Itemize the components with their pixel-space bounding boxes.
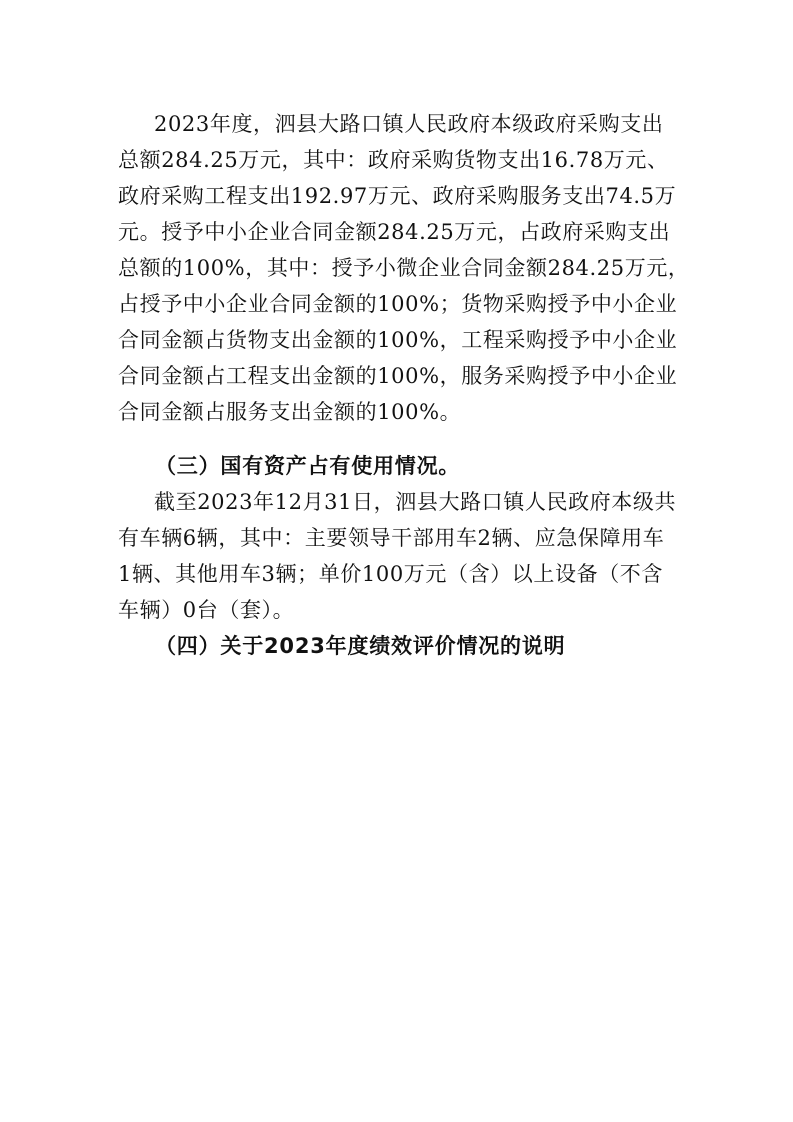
paragraph-procurement-line: 总额的100%，其中：授予小微企业合同金额284.25万元， [118, 256, 690, 280]
paragraph-procurement-line: 2023年度，泗县大路口镇人民政府本级政府采购支出 [154, 112, 664, 136]
paragraph-procurement-line: 合同金额占服务支出金额的100%。 [118, 400, 462, 424]
paragraph-assets-line: 车辆）0台（套）。 [118, 598, 295, 622]
paragraph-assets-line: 有车辆6辆，其中：主要领导干部用车2辆、应急保障用车 [118, 526, 665, 550]
paragraph-procurement-line: 合同金额占货物支出金额的100%，工程采购授予中小企业 [118, 328, 678, 352]
section-heading-performance: （四）关于2023年度绩效评价情况的说明 [155, 634, 566, 658]
paragraph-procurement-line: 元。授予中小企业合同金额284.25万元，占政府采购支出 [118, 220, 671, 244]
paragraph-assets-line: 截至2023年12月31日，泗县大路口镇人民政府本级共 [154, 490, 677, 514]
paragraph-procurement-line: 政府采购工程支出192.97万元、政府采购服务支出74.5万 [118, 184, 677, 208]
paragraph-procurement-line: 总额284.25万元，其中：政府采购货物支出16.78万元、 [118, 148, 669, 172]
paragraph-procurement-line: 合同金额占工程支出金额的100%，服务采购授予中小企业 [118, 364, 678, 388]
paragraph-assets-line: 1辆、其他用车3辆；单价100万元（含）以上设备（不含 [118, 562, 664, 586]
paragraph-procurement-line: 占授予中小企业合同金额的100%；货物采购授予中小企业 [118, 292, 678, 316]
section-heading-state-assets: （三）国有资产占有使用情况。 [155, 454, 461, 478]
